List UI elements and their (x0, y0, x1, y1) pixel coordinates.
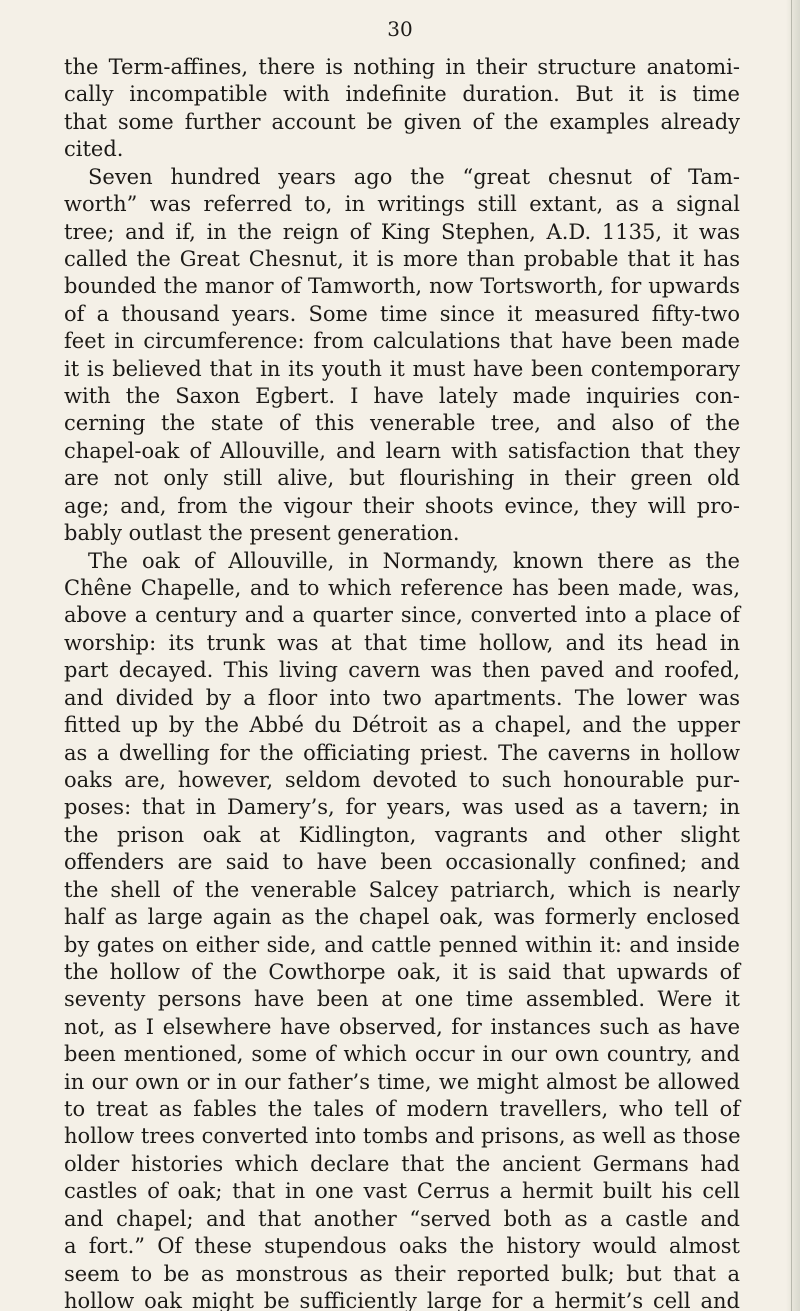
text-line: in our own or in our father’s time, we might almost be allowed (64, 1069, 740, 1094)
text-line: half as large again as the chapel oak, was formerly enclosed (64, 905, 740, 930)
body-text (64, 54, 740, 1311)
text-line: the shell of the venerable Salcey patriarch, which is nearly (64, 877, 740, 902)
text-line: poses: that in Damery’s, for years, was used as a tavern; in (64, 795, 740, 820)
text-line: been mentioned, some of which occur in our own country, and (64, 1042, 740, 1067)
text-line: that some further account be given of the examples already (64, 109, 740, 134)
text-line: and chapel; and that another “served both as a castle and (64, 1206, 740, 1231)
text-line: hollow trees converted into tombs and prisons, as well as those (64, 1124, 741, 1149)
text-line: age; and, from the vigour their shoots evince, they will pro- (64, 493, 740, 518)
text-line: the Term-affines, there is nothing in their structure anatomi- (64, 55, 740, 79)
text-line: tree; and if, in the reign of King Stephen, A.D. 1135, it was (64, 219, 740, 244)
text-line: the hollow of the Cowthorpe oak, it is said that upwards of (64, 959, 740, 984)
text-line: Seven hundred years ago the “great chesnut of Tam- (88, 164, 740, 189)
text-line: worth” was referred to, in writings still extant, as a signal (64, 192, 740, 217)
text-line: feet in circumference: from calculations that have been made (64, 329, 740, 354)
text-line: of a thousand years. Some time since it measured fifty-two (64, 301, 740, 326)
page-number: 30 (387, 17, 413, 41)
text-line: by gates on either side, and cattle penned within it: and inside (64, 932, 740, 957)
text-line: it is believed that in its youth it must have been contemporary (64, 356, 740, 381)
text-line: fitted up by the Abbé du Détroit as a chapel, and the upper (64, 713, 740, 738)
text-line: are not only still alive, but flourishing in their green old (64, 466, 740, 491)
text-line: The oak of Allouville, in Normandy, known there as the (88, 548, 740, 573)
text-line: chapel-oak of Allouville, and learn with satisfaction that they (64, 438, 740, 463)
text-line: part decayed. This living cavern was then paved and roofed, (64, 658, 740, 683)
text-line: seem to be as monstrous as their reported bulk; but that a (64, 1261, 740, 1286)
text-line: the prison oak at Kidlington, vagrants and other slight (64, 822, 740, 847)
text-line: older histories which declare that the ancient Germans had (64, 1151, 740, 1176)
text-line: offenders are said to have been occasionally confined; and (64, 850, 740, 875)
page-edge-line (791, 0, 792, 1311)
text-line: castles of oak; that in one vast Cerrus a hermit built his cell (64, 1179, 740, 1204)
text-line: not, as I elsewhere have observed, for instances such as have (64, 1014, 740, 1039)
text-line: bounded the manor of Tamworth, now Tortsworth, for upwards (64, 274, 740, 299)
text-line: with the Saxon Egbert. I have lately made inquiries con- (64, 384, 740, 409)
text-line: cally incompatible with indefinite duration. But it is time (64, 82, 740, 107)
text-line: to treat as fables the tales of modern travellers, who tell of (64, 1097, 740, 1122)
text-line: a fort.” Of these stupendous oaks the history would almost (64, 1234, 740, 1259)
text-line: seventy persons have been at one time assembled. Were it (64, 987, 740, 1012)
page-edge-shadow (786, 0, 800, 1311)
text-line: worship: its trunk was at that time hollow, and its head in (64, 630, 740, 655)
text-line: called the Great Chesnut, it is more than probable that it has (64, 246, 740, 271)
text-line: bably outlast the present generation. (64, 521, 460, 546)
text-line: cited. (64, 137, 124, 162)
text-line: as a dwelling for the officiating priest. The caverns in hollow (64, 740, 740, 765)
text-line: above a century and a quarter since, converted into a place of (64, 603, 740, 628)
text-line: oaks are, however, seldom devoted to such honourable pur- (64, 767, 740, 792)
text-line: and divided by a floor into two apartments. The lower was (64, 685, 740, 710)
text-line: hollow oak might be sufficiently large for a hermit’s cell and (64, 1288, 740, 1311)
text-line: Chêne Chapelle, and to which reference has been made, was, (64, 576, 740, 601)
text-line: cerning the state of this venerable tree, and also of the (64, 411, 740, 436)
